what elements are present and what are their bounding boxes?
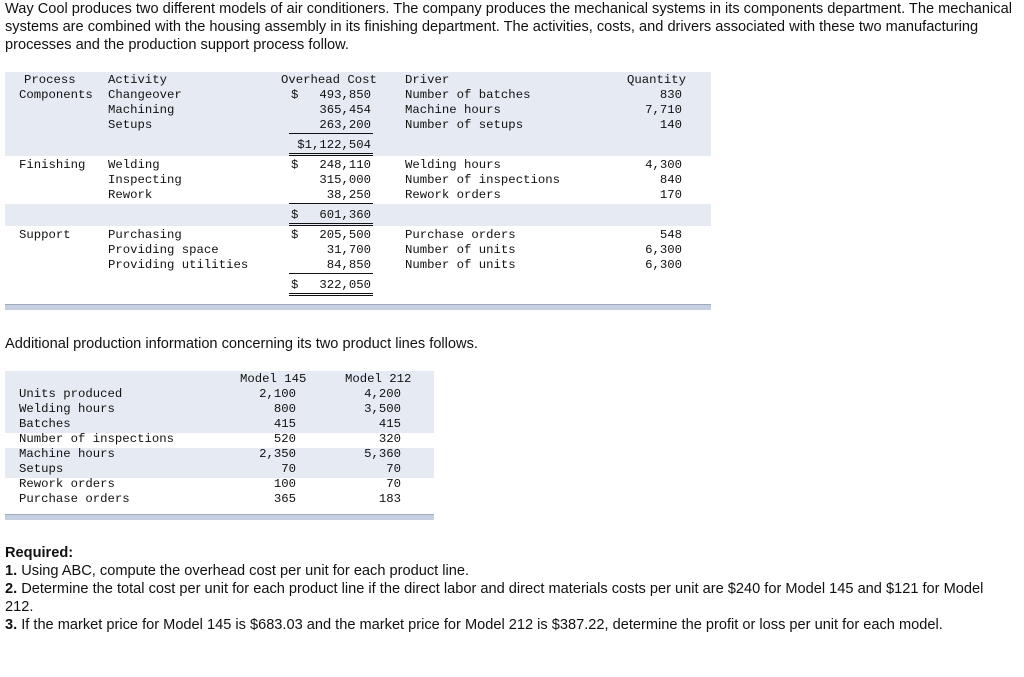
model-212-value: 3,500 [364,402,401,416]
driver-cell: Number of units [405,258,516,272]
overhead-cost-cell: 493,850 [319,88,371,102]
overhead-cost-cell: 365,454 [319,103,371,117]
quantity-cell: 170 [659,188,682,202]
driver-cell: Number of inspections [405,173,560,187]
header-quantity: Quantity [627,73,687,87]
quantity-cell: 7,710 [645,103,682,117]
row-label: Batches [19,417,71,431]
row-label: Setups [19,462,64,476]
quantity-cell: 4,300 [645,158,682,172]
quantity-cell: 6,300 [645,243,682,257]
driver-cell: Number of batches [405,88,531,102]
dollar-sign: $ [291,228,299,242]
model-145-value: 365 [273,492,296,506]
overhead-cost-cell: 248,110 [319,158,371,172]
overhead-cost-cell: 38,250 [326,188,371,202]
model-145-value: 70 [281,462,296,476]
model-212-value: 70 [386,477,401,491]
required-item-2: 2. Determine the total cost per unit for each product line if the direct labor and direct materials costs per unit are $240 for Model 145 and $121 for Model 212. [5,581,984,615]
row-label: Number of inspections [19,432,174,446]
total-double-underline [289,153,373,156]
header-activity: Activity [108,73,168,87]
header-model-145: Model 145 [240,372,307,386]
quantity-cell: 6,300 [645,258,682,272]
activity-cell: Purchasing [108,228,182,242]
model-145-value: 2,100 [259,387,296,401]
activity-cell: Providing utilities [108,258,249,272]
model-212-value: 415 [378,417,401,431]
dollar-sign: $ [291,158,299,172]
required-heading: Required: [5,545,74,561]
process-cell: Components [19,88,93,102]
driver-cell: Rework orders [405,188,501,202]
additional-info-text: Additional production information concerning its two product lines follows. [5,336,478,352]
overhead-cost-cell: 601,360 [319,208,371,222]
model-212-value: 4,200 [364,387,401,401]
row-label: Rework orders [19,477,115,491]
header-driver: Driver [405,73,450,87]
activity-cell: Machining [108,103,175,117]
process-cell: Support [19,228,71,242]
driver-cell: Welding hours [405,158,501,172]
process-cell: Finishing [19,158,86,172]
required-item-3: 3. If the market price for Model 145 is $683.03 and the market price for Model 212 is $387.22, determine the profit or loss per unit for each model. [5,617,943,633]
row-label: Purchase orders [19,492,130,506]
driver-cell: Purchase orders [405,228,516,242]
row-label: Welding hours [19,402,115,416]
activity-cell: Inspecting [108,173,182,187]
subtotal-underline [289,133,373,134]
product-line-table [5,371,434,523]
intro-paragraph: Way Cool produces two different models of air conditioners. The company produces the mechanical systems in its components department. The mechanical systems are combined with the housing assembly in its finishing department. The activities, costs, and drivers associated with these two manufacturing processes and the production support process follow. [5,1,1012,53]
subtotal-underline [289,273,373,274]
activity-cell: Changeover [108,88,182,102]
overhead-cost-cell: 205,500 [319,228,371,242]
header-process: Process [24,73,76,87]
overhead-cost-cell: 31,700 [326,243,371,257]
quantity-cell: 140 [659,118,682,132]
activity-cell: Providing space [108,243,219,257]
total-double-underline [289,293,373,296]
total-double-underline [289,223,373,226]
header-model-212: Model 212 [345,372,412,386]
quantity-cell: 840 [659,173,682,187]
quantity-cell: 830 [659,88,682,102]
model-145-value: 2,350 [259,447,296,461]
driver-cell: Machine hours [405,103,501,117]
dollar-sign: $ [291,278,299,292]
model-145-value: 415 [273,417,296,431]
row-label: Units produced [19,387,123,401]
overhead-cost-cell: $1,122,504 [297,138,371,152]
model-145-value: 520 [273,432,296,446]
activity-cell: Welding [108,158,160,172]
model-212-value: 70 [386,462,401,476]
model-212-value: 320 [378,432,401,446]
quantity-cell: 548 [659,228,682,242]
table-footer-bar [5,514,434,520]
model-145-value: 100 [273,477,296,491]
dollar-sign: $ [291,208,299,222]
model-145-value: 800 [273,402,296,416]
row-label: Machine hours [19,447,115,461]
subtotal-underline [289,203,373,204]
overhead-cost-cell: 263,200 [319,118,371,132]
model-212-value: 5,360 [364,447,401,461]
dollar-sign: $ [291,88,299,102]
required-section [5,544,1015,634]
table-footer-bar [5,304,711,310]
activity-cell: Rework [108,188,153,202]
header-overhead-cost: Overhead Cost [281,73,377,87]
model-212-value: 183 [378,492,401,506]
required-item-1: 1. Using ABC, compute the overhead cost per unit for each product line. [5,563,470,579]
driver-cell: Number of units [405,243,516,257]
overhead-cost-cell: 84,850 [326,258,371,272]
driver-cell: Number of setups [405,118,524,132]
overhead-activity-table [5,72,711,312]
activity-cell: Setups [108,118,153,132]
overhead-cost-cell: 315,000 [319,173,371,187]
overhead-cost-cell: 322,050 [319,278,371,292]
